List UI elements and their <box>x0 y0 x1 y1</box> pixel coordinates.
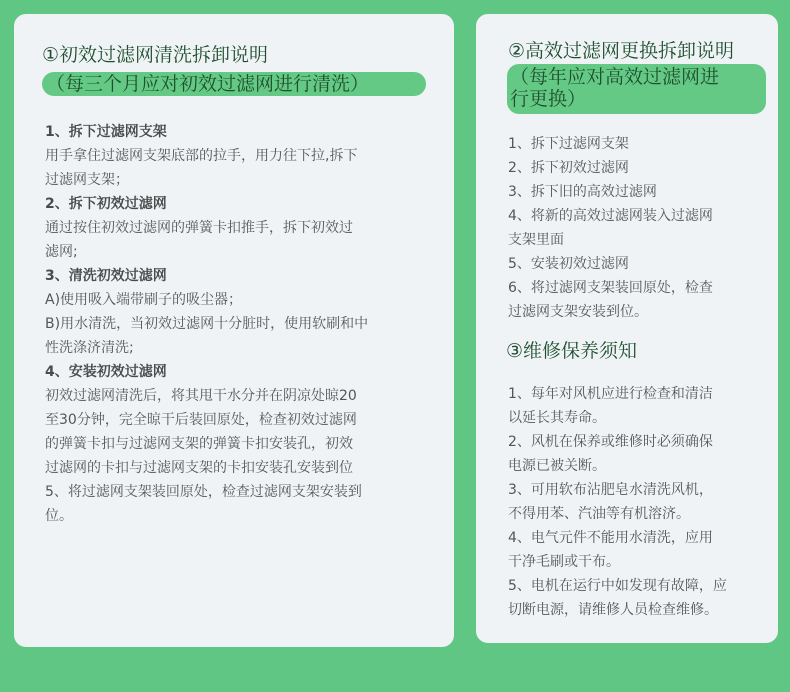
text-line: 电源已被关断。 <box>508 458 606 474</box>
text-line: 的弹簧卡扣与过滤网支架的弹簧卡扣安装孔，初效 <box>45 436 353 452</box>
text-line: 不得用苯、汽油等有机溶济。 <box>508 506 690 522</box>
text-line: 5、安装初效过滤网 <box>508 256 629 272</box>
primary-filter-instructions <box>45 120 368 528</box>
hepa-filter-title: ②高效过滤网更换拆卸说明 <box>508 40 735 62</box>
hepa-filter-steps <box>508 132 713 324</box>
text-line: 4、安装初效过滤网 <box>45 364 167 380</box>
hepa-filter-subtitle-line-1: （每年应对高效过滤网进 <box>510 66 720 88</box>
text-line: 切断电源，请维修人员检查维修。 <box>508 602 718 618</box>
text-line: 初效过滤网清洗后，将其甩干水分并在阴凉处晾20 <box>45 388 357 404</box>
text-line: 干净毛刷或干布。 <box>508 554 620 570</box>
text-line: 过滤网支架安装到位。 <box>508 304 648 320</box>
text-line: A)使用吸入端带刷子的吸尘器； <box>45 292 243 308</box>
text-line: 支架里面 <box>508 232 564 248</box>
primary-filter-subtitle-text: （每三个月应对初效过滤网进行清洗） <box>46 73 370 95</box>
maintenance-notes <box>508 382 727 622</box>
text-line: 4、电气元件不能用水清洗，应用 <box>508 530 713 546</box>
text-line: 1、拆下过滤网支架 <box>508 136 629 152</box>
text-line: 3、可用软布沾肥皂水清洗风机， <box>508 482 713 498</box>
primary-filter-subtitle <box>42 72 426 96</box>
text-line: 以延长其寿命。 <box>508 410 606 426</box>
text-line: 5、电机在运行中如发现有故障，应 <box>508 578 727 594</box>
text-line: 4、将新的高效过滤网装入过滤网 <box>508 208 713 224</box>
text-line: B)用水清洗，当初效过滤网十分脏时，使用软刷和中 <box>45 316 369 332</box>
text-line: 2、风机在保养或维修时必须确保 <box>508 434 713 450</box>
text-line: 过滤网支架； <box>45 172 129 188</box>
primary-filter-card <box>14 14 454 647</box>
text-line: 用手拿住过滤网支架底部的拉手，用力往下拉,拆下 <box>45 148 358 164</box>
primary-filter-title: ①初效过滤网清洗拆卸说明 <box>42 44 269 66</box>
text-line: 滤网; <box>45 244 78 260</box>
hepa-filter-card <box>476 14 778 643</box>
text-line: 位。 <box>45 508 73 524</box>
text-line: 6、将过滤网支架装回原处，检查 <box>508 280 713 296</box>
text-line: 过滤网的卡扣与过滤网支架的卡扣安装孔安装到位 <box>45 460 353 476</box>
text-line: 3、清洗初效过滤网 <box>45 268 167 284</box>
text-line: 性洗涤济清洗; <box>45 340 134 356</box>
text-line: 至30分钟，完全晾干后装回原处，检查初效过滤网 <box>45 412 357 428</box>
hepa-filter-subtitle <box>507 64 766 114</box>
text-line: 1、每年对风机应进行检查和清洁 <box>508 386 713 402</box>
text-line: 3、拆下旧的高效过滤网 <box>508 184 657 200</box>
text-line: 2、拆下初效过滤网 <box>45 196 167 212</box>
text-line: 2、拆下初效过滤网 <box>508 160 629 176</box>
text-line: 通过按住初效过滤网的弹簧卡扣推手，拆下初效过 <box>45 220 353 236</box>
text-line: 1、拆下过滤网支架 <box>45 124 167 140</box>
maintenance-title: ③维修保养须知 <box>506 340 638 362</box>
text-line: 5、将过滤网支架装回原处，检查过滤网支架安装到 <box>45 484 362 500</box>
hepa-filter-subtitle-line-2: 行更换） <box>510 88 587 110</box>
